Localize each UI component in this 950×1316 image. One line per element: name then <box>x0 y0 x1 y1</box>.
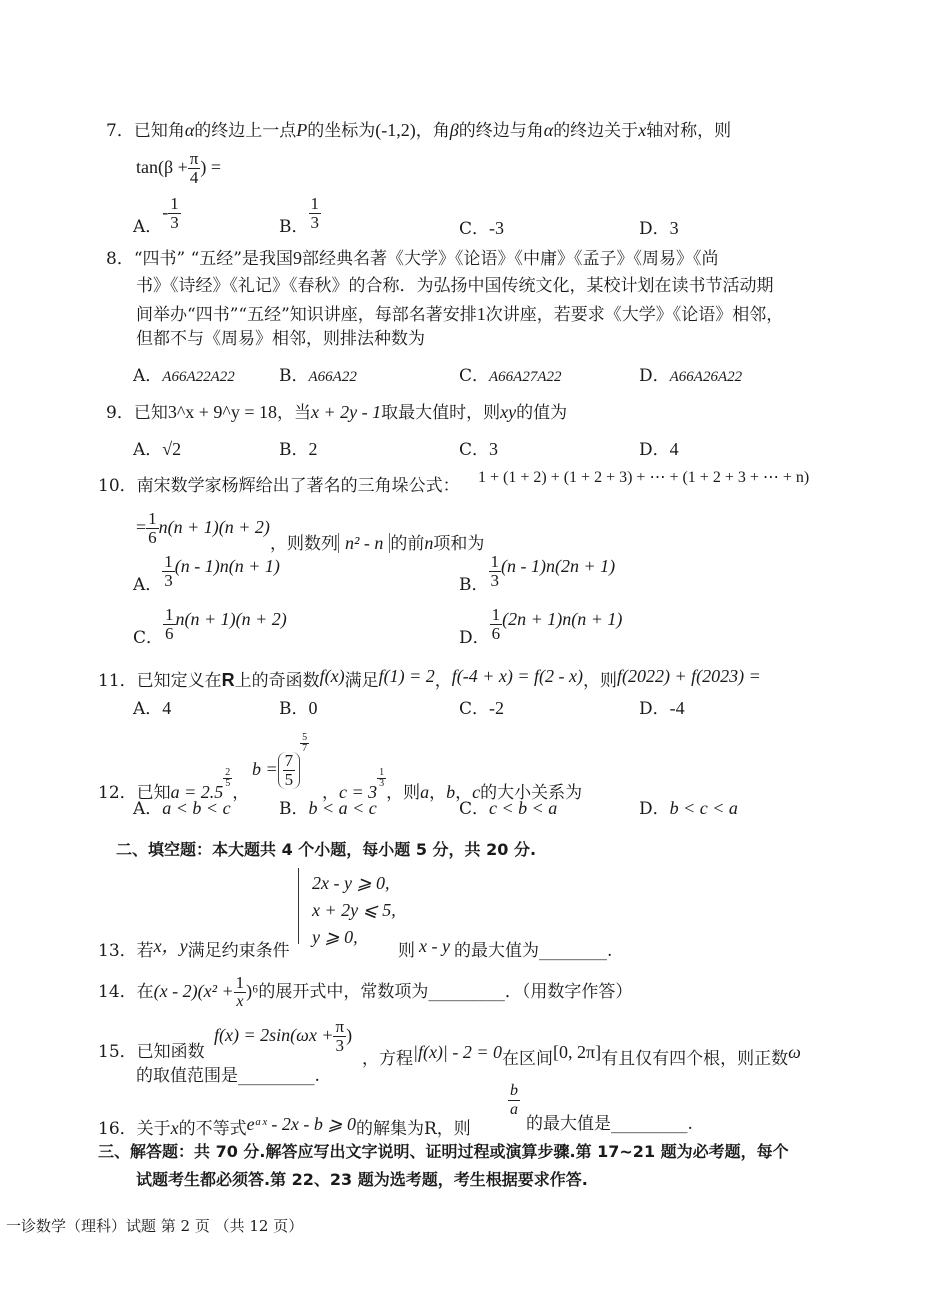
q12-option-b <box>279 796 377 821</box>
q10-line1 <box>98 474 460 498</box>
option-label: A． <box>133 799 163 819</box>
text: 取最大值时，则 <box>381 403 501 423</box>
math: 3^x + 9^y = 18 <box>167 402 278 422</box>
math: 4 <box>669 439 679 459</box>
option-label: B． <box>279 440 309 460</box>
option-label: B． <box>279 699 309 719</box>
exponent-fraction <box>223 768 232 789</box>
section-3-heading-line2: 试题考生都必须答.第 22、23 题为选考题，考生根据要求作答. <box>136 1170 588 1189</box>
math: xy <box>500 402 517 422</box>
option-label: B． <box>279 217 309 237</box>
math: tan(β + <box>136 157 188 177</box>
q9-line1 <box>106 400 567 425</box>
numerator: π <box>335 1017 345 1036</box>
denominator: 7 <box>302 743 308 754</box>
numerator: π <box>189 149 199 168</box>
fraction <box>278 752 301 789</box>
q10-line2b <box>270 531 484 556</box>
text: 南宋数学家杨辉给出了著名的三角垛公式： <box>136 476 460 496</box>
question-number: 8． <box>106 249 134 269</box>
numerator: 7 <box>284 751 294 770</box>
numerator: 1 <box>165 605 174 624</box>
option-label: A． <box>133 440 163 460</box>
text: 间举办“四书”“五经”知识讲座，每部名著安排 <box>136 305 477 325</box>
q13-line1 <box>98 934 290 963</box>
fraction <box>168 195 181 232</box>
text: ，当 <box>277 403 312 423</box>
math: )⁶ <box>246 981 259 1001</box>
q11-option-b <box>279 696 318 721</box>
math: a < b < c <box>162 798 231 818</box>
option-label: D． <box>639 366 670 386</box>
text: 但都不与《周易》相邻，则排法种数为 <box>136 329 425 349</box>
text: ， <box>322 783 339 803</box>
denominator: a <box>510 1101 518 1118</box>
q11-option-d <box>639 696 685 721</box>
math: α <box>184 120 195 140</box>
q7-line1 <box>106 118 731 143</box>
option-label: C． <box>133 628 164 648</box>
math: A66A22A22 <box>162 369 235 385</box>
text: 的最大值是_________. <box>526 1114 693 1134</box>
q8-option-a <box>133 364 235 389</box>
fraction <box>146 510 159 547</box>
q8-line4 <box>136 327 425 351</box>
denominator: 4 <box>189 168 199 187</box>
question-number: 9． <box>106 403 134 423</box>
option-label: C． <box>459 366 490 386</box>
text: ， <box>429 783 447 803</box>
numerator: 1 <box>170 194 179 213</box>
math: b < a < c <box>308 798 377 818</box>
q9-option-b <box>279 437 318 462</box>
option-label: D． <box>639 440 670 460</box>
math: ) <box>346 1025 353 1045</box>
q7-option-b <box>279 195 321 239</box>
text: 部经典名著《大学》《论语》《中庸》《孟子》《周易》《尚 <box>302 249 719 269</box>
option-label: A． <box>133 699 163 719</box>
q9-option-d <box>639 437 679 462</box>
q8-line3 <box>136 302 783 327</box>
math: 3 <box>489 439 499 459</box>
question-number: 13． <box>98 941 137 961</box>
denominator: x <box>236 993 244 1010</box>
numerator: 1 <box>164 552 173 571</box>
fraction <box>163 606 176 643</box>
math: x，y <box>153 936 188 956</box>
text: 关于 <box>136 1119 171 1139</box>
text: 有且仅有四个根，则正数 <box>601 1049 789 1069</box>
q16-line1 <box>98 1112 471 1141</box>
math: P <box>296 120 308 140</box>
denominator: 6 <box>165 624 174 643</box>
q16-line1-tail <box>526 1112 693 1136</box>
denominator: 6 <box>148 528 157 547</box>
option-label: C． <box>459 799 490 819</box>
q9-option-c <box>459 437 498 462</box>
option-label: C． <box>459 219 490 239</box>
math: [0, 2π] <box>553 1042 602 1062</box>
text: 满足 <box>344 671 379 691</box>
question-number: 16． <box>98 1119 137 1139</box>
q16-frac <box>508 1082 520 1119</box>
q7-option-c <box>459 216 504 241</box>
q7-option-d <box>639 216 679 241</box>
denominator: 6 <box>491 624 501 643</box>
q15-line2 <box>136 1064 320 1088</box>
math: 0 <box>308 698 318 718</box>
math: n(n + 1)(n + 2) <box>158 517 270 537</box>
text: 的终边关于 <box>553 121 639 141</box>
numerator: 5 <box>302 732 308 743</box>
page-footer: 一诊数学（理科）试题 第 2 页 （共 12 页） <box>6 1217 304 1235</box>
q11-option-a <box>133 696 171 721</box>
math: 1 + (1 + 2) + (1 + 2 + 3) + ⋯ + (1 + 2 + 3 + ⋯ + n) <box>478 469 810 486</box>
text: 满足约束条件 <box>187 941 290 961</box>
q10-option-c <box>133 606 287 650</box>
math: n² - n <box>345 533 384 553</box>
sequence-braces <box>338 533 390 553</box>
text: 则 <box>398 941 415 961</box>
math: (-1,2) <box>375 120 416 140</box>
fraction <box>489 553 502 590</box>
math: 1 <box>476 304 486 324</box>
constraint-3: y ⩾ 0, <box>312 927 358 947</box>
q10-option-b <box>459 553 615 597</box>
option-label: C． <box>459 440 490 460</box>
math: β <box>449 120 459 140</box>
q10-line2 <box>136 510 270 547</box>
math: 4 <box>162 698 172 718</box>
q10-formula <box>478 465 809 490</box>
text: ，方程 <box>362 1049 413 1069</box>
numerator: 2 <box>225 767 231 778</box>
text: 在 <box>136 982 154 1002</box>
math: 9 <box>293 248 302 268</box>
math: b = <box>252 759 278 779</box>
q8-line2 <box>136 274 774 298</box>
text: 的解集为R，则 <box>355 1119 471 1139</box>
text: 已知角 <box>133 121 185 141</box>
exponent-fraction <box>377 768 386 789</box>
option-label: A． <box>133 575 163 595</box>
q13-constraints <box>312 870 396 951</box>
math: -4 <box>669 698 685 718</box>
q12-option-c <box>459 796 557 821</box>
fraction <box>188 150 201 187</box>
q8-option-d <box>639 364 742 389</box>
option-label: B． <box>459 575 489 595</box>
math: x - y <box>419 936 450 956</box>
math: n(n + 1)(n + 2) <box>175 609 287 629</box>
numerator: 1 <box>491 605 501 624</box>
numerator: 1 <box>310 194 319 213</box>
text: ， <box>434 671 452 691</box>
math: √2 <box>162 439 182 459</box>
text: 项和为 <box>433 534 485 554</box>
math: a = 2.5 <box>170 782 224 802</box>
text: ， <box>232 783 250 803</box>
math: ω <box>788 1042 801 1062</box>
text: 书》《诗经》《礼记》《春秋》的合称．为弘扬中国传统文化，某校计划在读书节活动期 <box>136 276 774 296</box>
question-number: 15． <box>98 1042 137 1062</box>
text: ，角 <box>415 121 450 141</box>
q10-option-d <box>459 606 622 650</box>
option-label: B． <box>279 366 309 386</box>
text: 已知 <box>133 403 168 423</box>
q15-line1 <box>98 1040 205 1064</box>
option-label: A． <box>133 217 163 237</box>
option-label: C． <box>459 699 490 719</box>
question-number: 12． <box>98 783 137 803</box>
q12-b-expr <box>252 733 309 789</box>
math: -2 <box>489 698 505 718</box>
text: 的大小关系为 <box>480 783 583 803</box>
text: ，则数列 <box>270 534 338 554</box>
math: (x - 2)(x² + <box>153 981 234 1001</box>
math: ) = <box>200 157 222 177</box>
q11-line1 <box>98 664 761 693</box>
fraction <box>490 606 503 643</box>
math: R <box>221 670 235 690</box>
math: (2n + 1)n(n + 1) <box>502 609 623 629</box>
q15-line1-tail <box>362 1040 801 1071</box>
text: ，则 <box>583 671 618 691</box>
math: x <box>638 120 647 140</box>
numerator: 1 <box>490 552 499 571</box>
text: 的取值范围是_________. <box>136 1066 320 1086</box>
option-label: D． <box>459 628 490 648</box>
text: 的最大值为________. <box>453 941 613 961</box>
numerator: b <box>510 1082 518 1099</box>
math: n <box>424 533 434 553</box>
text: 的终边与角 <box>458 121 544 141</box>
q8-line1 <box>106 246 719 271</box>
math: |f(x)| - 2 = 0 <box>413 1042 503 1062</box>
q13-line1-tail <box>398 934 612 963</box>
constraint-1: 2x - y ⩾ 0, <box>312 873 390 893</box>
text: 的前 <box>390 534 425 554</box>
math: f(x) = 2sin(ωx + <box>214 1025 334 1045</box>
math: f(x) <box>319 666 345 686</box>
section-3-heading-line1: 三、解答题：共 70 分.解答应写出文字说明、证明过程或演算步骤.第 17~21 题为必考题，每个 <box>98 1142 789 1161</box>
option-label: D． <box>639 219 670 239</box>
math: c <box>472 782 481 802</box>
math: x <box>170 1118 179 1138</box>
numerator: 1 <box>379 767 385 778</box>
math: A66A27A22 <box>489 369 562 385</box>
question-number: 7． <box>106 121 134 141</box>
constraint-2: x + 2y ⩽ 5, <box>312 900 396 920</box>
math: (n - 1)n(n + 1) <box>174 556 280 576</box>
q14-line1 <box>98 974 632 1011</box>
question-number: 10． <box>98 476 137 496</box>
q10-option-a <box>133 553 280 597</box>
text: 上的奇函数 <box>234 671 320 691</box>
denominator: 5 <box>284 770 294 789</box>
text: ，则 <box>386 783 421 803</box>
math: α <box>543 120 554 140</box>
denominator: 5 <box>225 778 231 789</box>
text: ， <box>455 783 473 803</box>
q12-option-d <box>639 796 738 821</box>
math: x + 2y - 1 <box>311 402 382 422</box>
q7-line2 <box>136 150 221 187</box>
text: 轴对称，则 <box>646 121 732 141</box>
question-number: 11． <box>98 671 137 691</box>
fraction <box>234 974 247 1011</box>
q9-option-a <box>133 437 181 462</box>
q15-fx <box>214 1018 352 1055</box>
text: 的展开式中，常数项为_________．（用数字作答） <box>258 982 633 1002</box>
fraction <box>309 195 322 232</box>
math: 2 <box>308 439 318 459</box>
denominator: 3 <box>379 778 385 789</box>
text: 在区间 <box>502 1049 554 1069</box>
text: 的不等式 <box>178 1119 247 1139</box>
numerator: 1 <box>148 509 157 528</box>
math: - <box>162 202 169 222</box>
math: f(1) = 2 <box>378 666 435 686</box>
text: 若 <box>136 941 154 961</box>
math: (n - 1)n(2n + 1) <box>501 556 616 576</box>
math: b <box>446 782 456 802</box>
math: = <box>136 517 147 537</box>
q11-option-c <box>459 696 504 721</box>
text: 的坐标为 <box>307 121 376 141</box>
math: eᵃˣ - 2x - b ⩾ 0 <box>246 1114 356 1134</box>
option-label: D． <box>639 799 670 819</box>
text: 次讲座，若要求《大学》《论语》相邻， <box>485 305 784 325</box>
math: c = 3 <box>339 782 378 802</box>
exponent-fraction <box>300 733 309 754</box>
math: A66A22 <box>308 369 357 385</box>
denominator: 3 <box>335 1036 345 1055</box>
math: a <box>420 782 430 802</box>
option-label: A． <box>133 366 163 386</box>
q7-option-a <box>133 195 181 239</box>
section-2-heading: 二、填空题：本大题共 4 个小题，每小题 5 分，共 20 分. <box>116 840 537 859</box>
math: 3 <box>669 218 679 238</box>
math: f(-4 + x) = f(2 - x) <box>451 666 584 686</box>
text: 已知 <box>136 783 171 803</box>
q12-option-a <box>133 796 231 821</box>
math: b < c < a <box>669 798 738 818</box>
denominator: 3 <box>490 571 499 590</box>
constraint-brace <box>298 868 307 944</box>
option-label: D． <box>639 699 670 719</box>
denominator: 3 <box>164 571 173 590</box>
fraction <box>333 1018 346 1055</box>
q8-option-c <box>459 364 562 389</box>
math: -3 <box>489 218 505 238</box>
math: f(2022) + f(2023) = <box>617 666 761 686</box>
math: c < b < a <box>489 798 558 818</box>
math: A66A26A22 <box>669 369 743 385</box>
question-number: 14． <box>98 982 137 1002</box>
denominator: 3 <box>310 213 319 232</box>
text: 已知函数 <box>136 1042 205 1062</box>
option-label: B． <box>279 799 309 819</box>
numerator: 1 <box>235 973 245 992</box>
text: 的终边上一点 <box>194 121 297 141</box>
q8-option-b <box>279 364 357 389</box>
fraction <box>162 553 175 590</box>
text: 的值为 <box>516 403 568 423</box>
fraction <box>508 1082 520 1119</box>
text: 已知定义在 <box>136 671 222 691</box>
text: “四书” “五经”是我国 <box>133 249 293 269</box>
denominator: 3 <box>170 213 179 232</box>
